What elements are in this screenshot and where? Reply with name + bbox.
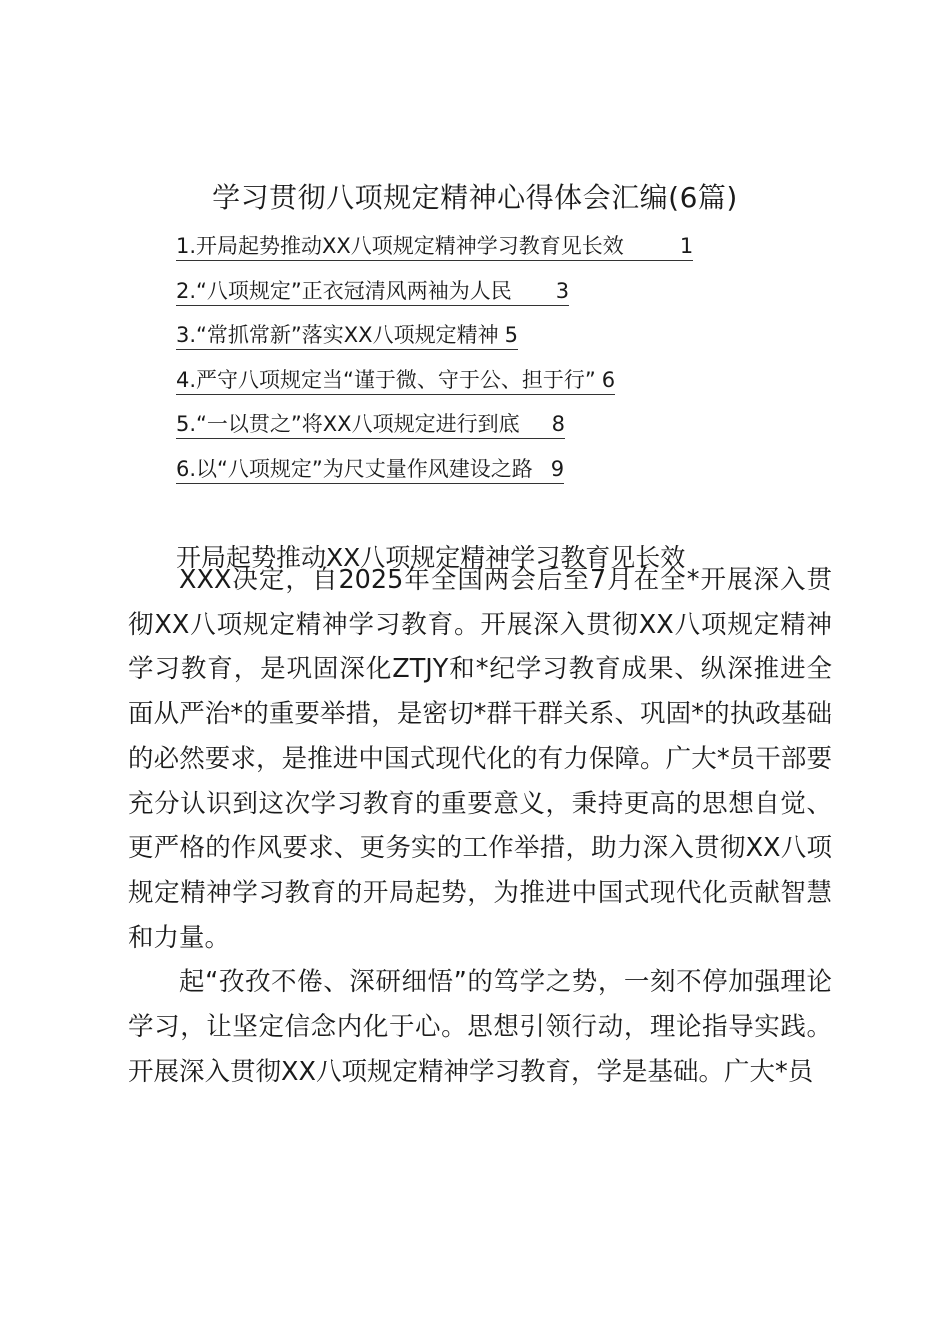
- table-of-contents: [176, 226, 693, 494]
- toc-label: 1.开局起势推动XX八项规定精神学习教育见长效: [176, 234, 624, 258]
- toc-item-2[interactable]: [176, 271, 693, 316]
- toc-link-6[interactable]: [176, 456, 564, 484]
- article-body: [128, 558, 832, 1094]
- toc-link-5[interactable]: [176, 411, 565, 439]
- toc-label: 5.“一以贯之”将XX八项规定进行到底: [176, 412, 520, 437]
- toc-page-number: 5: [504, 323, 518, 348]
- toc-item-1[interactable]: [176, 226, 693, 271]
- toc-link-1[interactable]: [176, 233, 693, 261]
- toc-page-number: 6: [601, 367, 616, 392]
- toc-page-number: 3: [555, 278, 570, 303]
- toc-link-2[interactable]: [176, 278, 569, 306]
- toc-item-6[interactable]: [176, 449, 693, 494]
- toc-label: 2.“八项规定”正衣冠清风两袖为人民: [176, 278, 512, 303]
- toc-label: 3.“常抓常新”落实XX八项规定精神: [176, 323, 499, 348]
- paragraph-1: XXX决定，自2025年全国两会后至7月在全*开展深入贯彻XX八项规定精神学习教育。开展深入贯彻XX八项规定精神学习教育，是巩固深化ZTJY和*纪学习教育成果、纵深推进全面从严治*的重要举措，是密切*群干群关系、巩固*的执政基础的必然要求，是推进中国式现代化的有力保障。广大*员干部要充分认识到这次学习教育的重要意义，秉持更高的思想自觉、更严格的作风要求、更务实的工作举措，助力深入贯彻XX八项规定精神学习教育的开局起势，为推进中国式现代化贡献智慧和力量。: [128, 565, 832, 953]
- toc-label: 6.以“八项规定”为尺丈量作风建设之路: [176, 456, 533, 481]
- document-title: 学习贯彻八项规定精神心得体会汇编(6篇): [212, 181, 738, 214]
- toc-label: 4.严守八项规定当“谨于微、守于公、担于行”: [176, 367, 596, 392]
- toc-link-3[interactable]: [176, 322, 518, 350]
- toc-item-5[interactable]: [176, 404, 693, 449]
- toc-link-4[interactable]: [176, 367, 615, 395]
- toc-item-3[interactable]: [176, 315, 693, 360]
- toc-page-number: 8: [551, 412, 565, 437]
- paragraph-2: 起“孜孜不倦、深研细悟”的笃学之势，一刻不停加强理论学习，让坚定信念内化于心。思想引领行动，理论指导实践。开展深入贯彻XX八项规定精神学习教育，学是基础。广大*员: [128, 967, 832, 1087]
- toc-page-number: 9: [550, 456, 565, 481]
- article-title: 开局起势推动XX八项规定精神学习教育见长效: [176, 543, 686, 572]
- toc-item-4[interactable]: [176, 360, 693, 405]
- toc-page-number: 1: [679, 234, 694, 258]
